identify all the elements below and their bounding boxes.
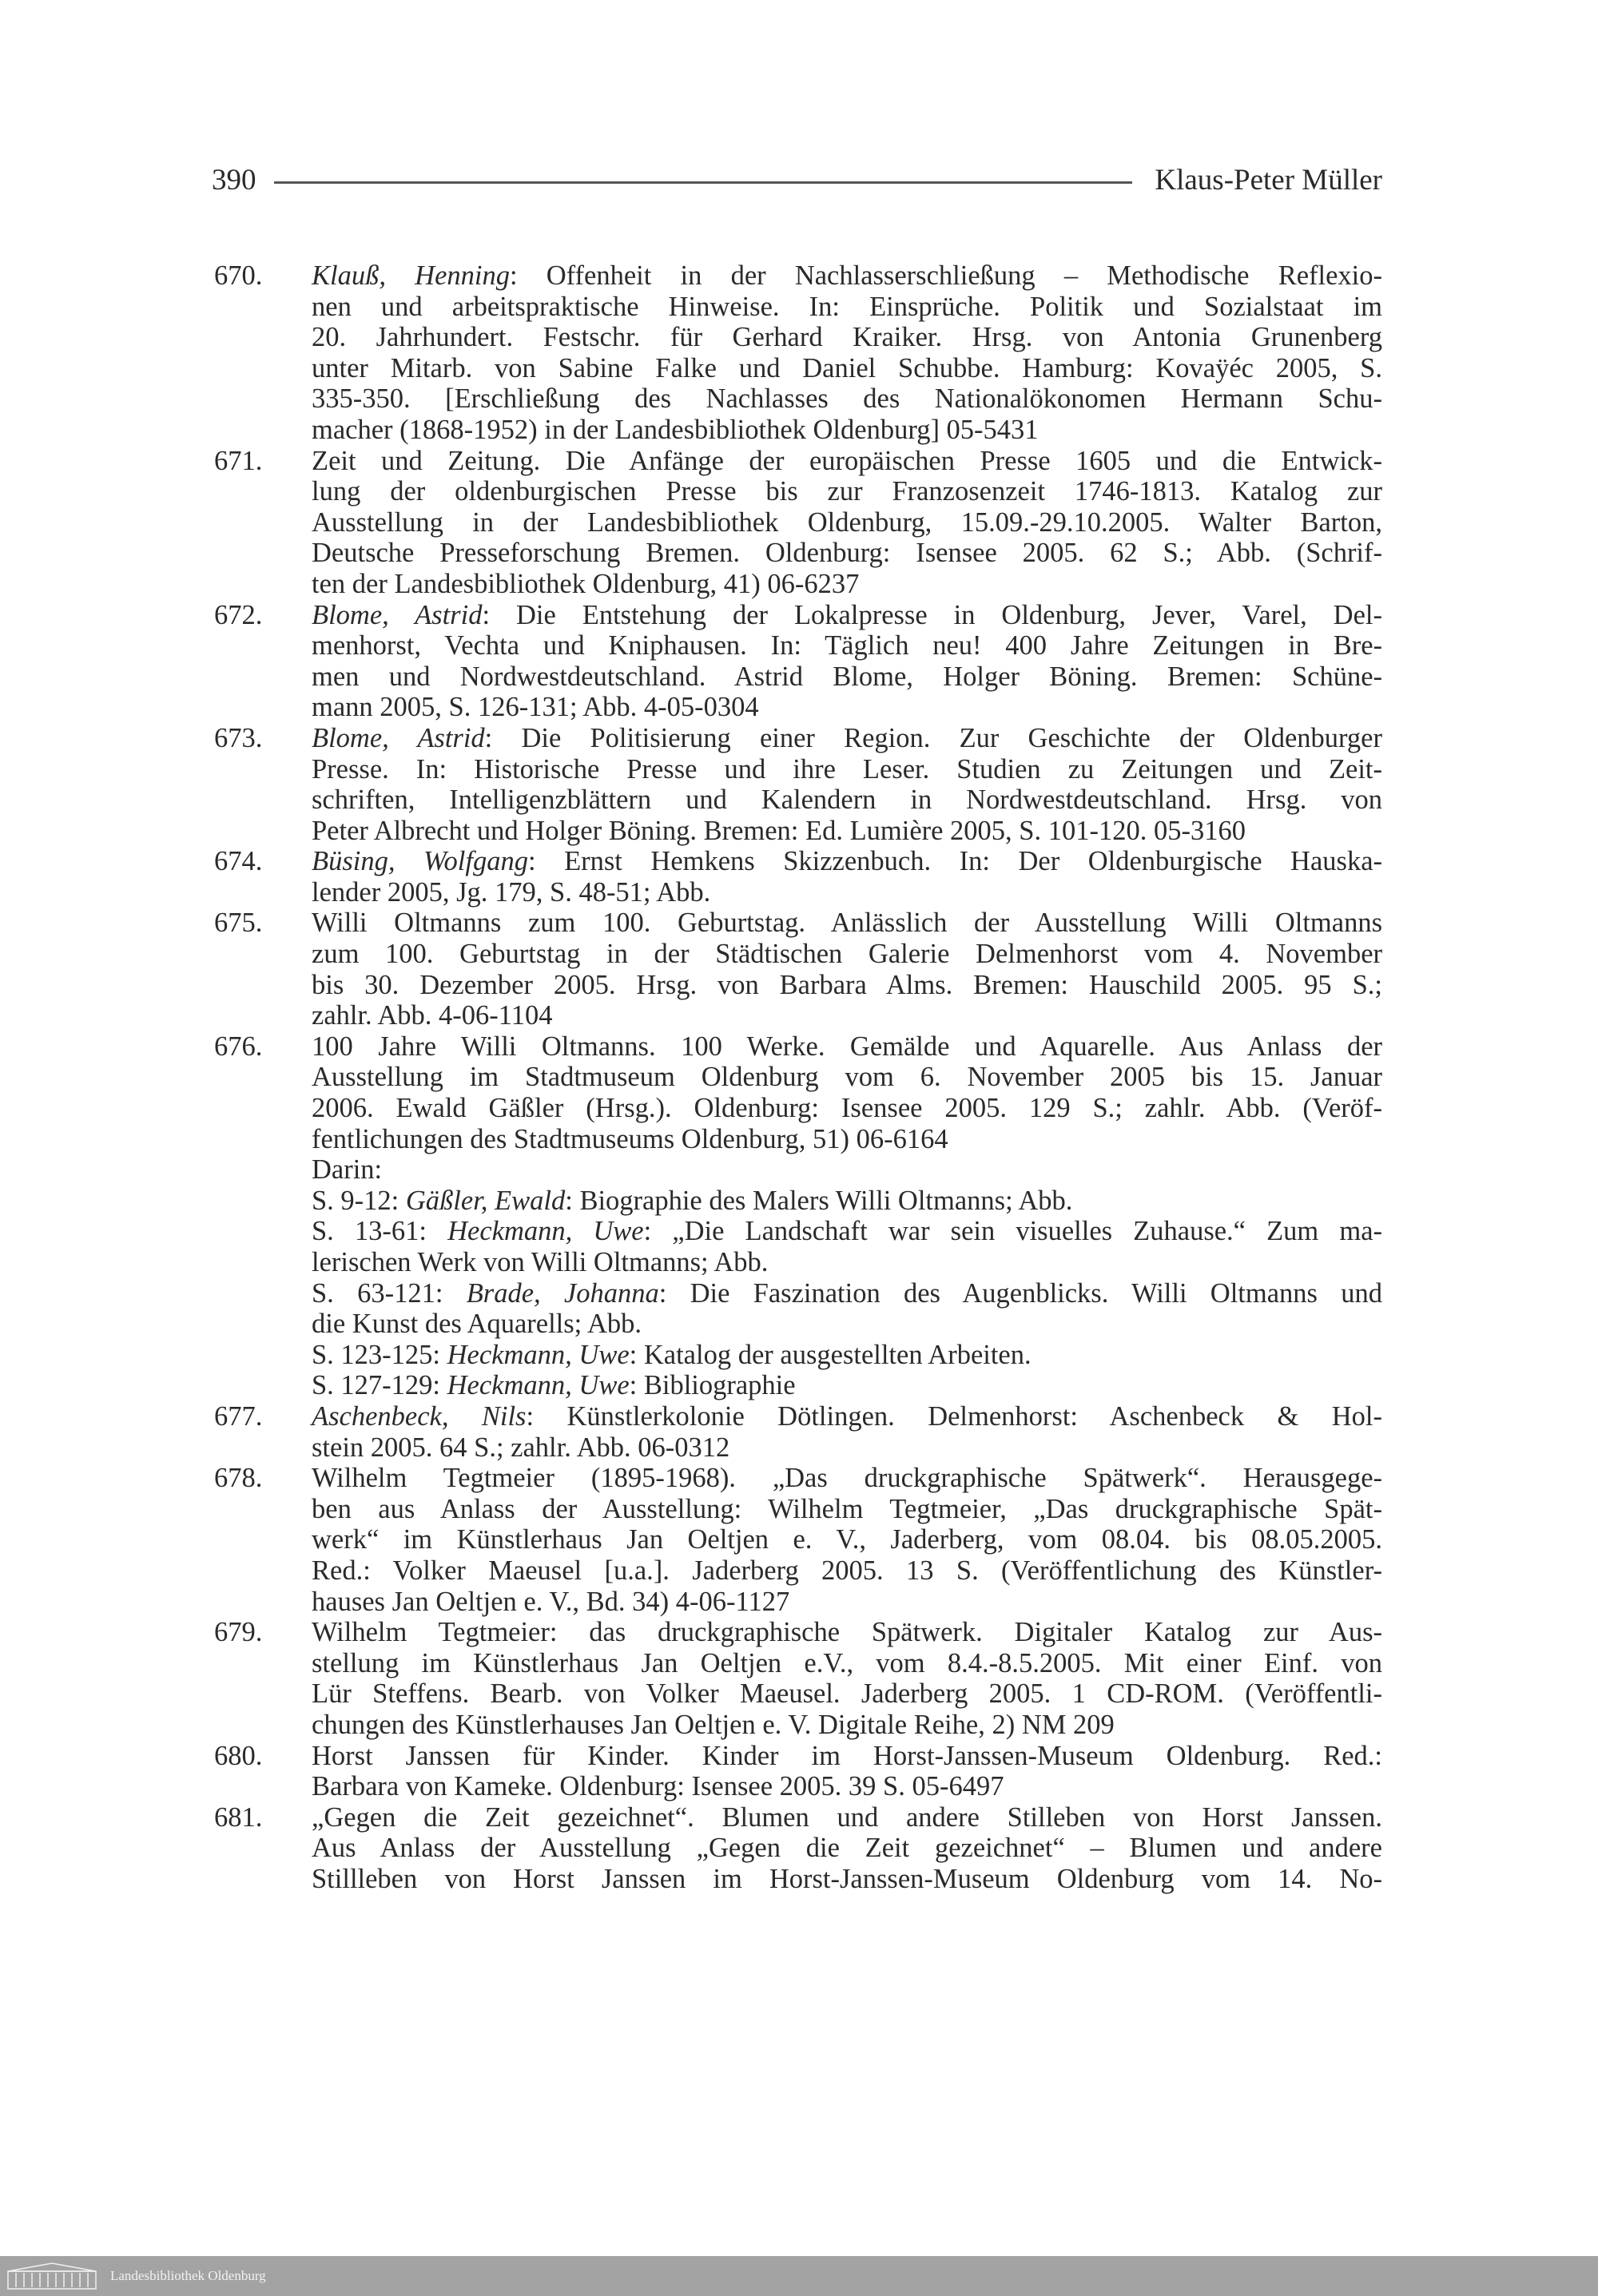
- line-text: Zeit und Zeitung. Die Anfänge der europäischen Presse 1605 und die Entwick-: [312, 445, 1382, 476]
- entry-text: [312, 1031, 1382, 1401]
- entry-number: 678.: [214, 1463, 263, 1494]
- entry-line: [312, 1802, 1382, 1833]
- line-text: : Die Politisierung einer Region. Zur Geschichte der Oldenburger: [484, 722, 1382, 753]
- entry-number: 670.: [214, 260, 263, 291]
- line-text: : Ernst Hemkens Skizzenbuch. In: Der Oldenburgische Hauska-: [527, 846, 1382, 877]
- entry-number: 679.: [214, 1617, 263, 1648]
- entry-line: [312, 908, 1382, 939]
- author-name: Klauß, Henning: [312, 260, 510, 291]
- entry-text: [312, 446, 1382, 600]
- contained-article-line: [312, 1309, 1382, 1340]
- page-range: S. 9-12:: [312, 1185, 406, 1216]
- bibliography-entry: [214, 723, 1382, 846]
- line-text: zahlr. Abb. 4-06-1104: [312, 1000, 553, 1031]
- entry-line: [312, 661, 1382, 693]
- line-text: stellung im Künstlerhaus Jan Oeltjen e.V., vom 8.4.-8.5.2005. Mit einer Einf. von: [312, 1647, 1382, 1678]
- entry-number: 673.: [214, 722, 263, 753]
- author-name: Blome, Astrid: [312, 599, 483, 630]
- entry-line: [312, 630, 1382, 661]
- entry-line: [312, 1648, 1382, 1679]
- line-text: Darin:: [312, 1154, 383, 1186]
- contained-article-line: [312, 1370, 1382, 1401]
- bibliography-entry: [214, 1617, 1382, 1740]
- entry-line: [312, 292, 1382, 323]
- entry-line: [312, 415, 1382, 446]
- entry-number: 681.: [214, 1801, 263, 1833]
- bibliography-list: [214, 260, 1382, 1894]
- entry-number: 671.: [214, 445, 263, 476]
- entry-line: [312, 1833, 1382, 1864]
- entry-line: [312, 1432, 1382, 1464]
- bibliography-entry: [214, 446, 1382, 600]
- author-name: Blome, Astrid: [312, 722, 485, 753]
- entry-line: [312, 970, 1382, 1001]
- entry-number: 674.: [214, 846, 263, 877]
- entry-line: [312, 1000, 1382, 1031]
- header-rule: [274, 181, 1133, 184]
- line-text: Peter Albrecht und Holger Böning. Bremen: Ed. Lumière 2005, S. 101-120. 05-3160: [312, 815, 1246, 846]
- entry-number: 680.: [214, 1740, 263, 1771]
- author-name: Heckmann, Uwe: [447, 1339, 630, 1370]
- entry-line: [312, 877, 1382, 908]
- line-text: Lür Steffens. Bearb. von Volker Maeusel. Jaderberg 2005. 1 CD-ROM. (Veröffentli-: [312, 1678, 1382, 1710]
- entry-line: [312, 1617, 1382, 1648]
- line-text: lung der oldenburgischen Presse bis zur Franzosenzeit 1746-1813. Katalog zur: [312, 476, 1382, 507]
- line-text: Wilhelm Tegtmeier (1895-1968). „Das druckgraphische Spätwerk“. Herausgege-: [312, 1463, 1382, 1494]
- entry-text: [312, 1463, 1382, 1617]
- entry-number: 676.: [214, 1031, 263, 1062]
- line-text: Presse. In: Historische Presse und ihre Leser. Studien zu Zeitungen und Zeit-: [312, 753, 1382, 785]
- entry-text: [312, 1802, 1382, 1895]
- entry-text: [312, 908, 1382, 1031]
- bibliography-entry: [214, 1401, 1382, 1463]
- line-text: Aus Anlass der Ausstellung „Gegen die Zeit gezeichnet“ – Blumen und andere: [312, 1833, 1382, 1864]
- entry-line: [312, 322, 1382, 353]
- entry-line: [312, 1062, 1382, 1093]
- author-name: Brade, Johanna: [466, 1277, 659, 1309]
- entry-line: [312, 754, 1382, 785]
- entry-line: [312, 1555, 1382, 1587]
- line-text: ben aus Anlass der Ausstellung: Wilhelm Tegtmeier, „Das druckgraphische Spät-: [312, 1493, 1382, 1524]
- entry-line: [312, 1678, 1382, 1710]
- entry-text: [312, 723, 1382, 846]
- entry-text: [312, 600, 1382, 723]
- line-text: werk“ im Künstlerhaus Jan Oeltjen e. V., Jaderberg, vom 08.04. bis 08.05.2005.: [312, 1524, 1382, 1555]
- entry-line: [312, 383, 1382, 415]
- line-text: Wilhelm Tegtmeier: das druckgraphische Spätwerk. Digitaler Katalog zur Aus-: [312, 1617, 1382, 1648]
- entry-line: [312, 1031, 1382, 1063]
- contained-article-line: [312, 1186, 1382, 1217]
- entry-line: [312, 1710, 1382, 1741]
- line-text: menhorst, Vechta und Kniphausen. In: Täglich neu! 400 Jahre Zeitungen in Bre-: [312, 630, 1382, 661]
- entry-line: [312, 260, 1382, 292]
- line-text: „Gegen die Zeit gezeichnet“. Blumen und andere Stilleben von Horst Janssen.: [312, 1801, 1382, 1833]
- entry-line: [312, 476, 1382, 507]
- line-text: ten der Landesbibliothek Oldenburg, 41) 06-6237: [312, 568, 860, 599]
- running-header: [212, 160, 1382, 200]
- entry-line: [312, 692, 1382, 723]
- entry-line: [312, 816, 1382, 847]
- bibliography-entry: [214, 908, 1382, 1031]
- entry-text: [312, 260, 1382, 446]
- line-text: : Bibliographie: [629, 1370, 796, 1401]
- author-name: Heckmann, Uwe: [447, 1216, 644, 1247]
- entry-text: [312, 846, 1382, 908]
- line-text: 335-350. [Erschließung des Nachlasses des Nationalökonomen Hermann Schu-: [312, 383, 1382, 415]
- line-text: Stillleben von Horst Janssen im Horst-Janssen-Museum Oldenburg vom 14. No-: [312, 1863, 1382, 1894]
- contained-article-line: [312, 1216, 1382, 1247]
- entry-line: [312, 1741, 1382, 1772]
- contained-article-line: [312, 1340, 1382, 1371]
- contained-article-line: [312, 1278, 1382, 1309]
- entry-line: [312, 507, 1382, 538]
- line-text: fentlichungen des Stadtmuseums Oldenburg, 51) 06-6164: [312, 1123, 948, 1154]
- line-text: Deutsche Presseforschung Bremen. Oldenburg: Isensee 2005. 62 S.; Abb. (Schrif-: [312, 538, 1382, 569]
- line-text: 20. Jahrhundert. Festschr. für Gerhard Kraiker. Hrsg. von Antonia Grunenberg: [312, 322, 1382, 353]
- line-text: Red.: Volker Maeusel [u.a.]. Jaderberg 2005. 13 S. (Veröffentlichung des Künstler-: [312, 1555, 1382, 1586]
- contained-article-line: [312, 1247, 1382, 1278]
- running-head-author: Klaus-Peter Müller: [1155, 163, 1382, 197]
- bibliography-entry: [214, 260, 1382, 446]
- line-text: zum 100. Geburtstag in der Städtischen Galerie Delmenhorst vom 4. November: [312, 939, 1382, 970]
- entry-line: [312, 1771, 1382, 1802]
- library-name: Landesbibliothek Oldenburg: [110, 2268, 266, 2283]
- entry-line: [312, 1093, 1382, 1124]
- entry-number: 677.: [214, 1400, 263, 1432]
- entry-line: [312, 569, 1382, 600]
- entry-line: [312, 1401, 1382, 1432]
- line-text: Ausstellung in der Landesbibliothek Oldenburg, 15.09.-29.10.2005. Walter Barton,: [312, 506, 1382, 538]
- entry-line: [312, 939, 1382, 970]
- page-range: S. 127-129:: [312, 1370, 447, 1401]
- entry-line: [312, 538, 1382, 569]
- line-text: : Offenheit in der Nachlasserschließung – Methodische Reflexio-: [509, 260, 1382, 291]
- line-text: Horst Janssen für Kinder. Kinder im Horst-Janssen-Museum Oldenburg. Red.:: [312, 1740, 1382, 1771]
- bibliography-entry: [214, 1741, 1382, 1802]
- line-text: 100 Jahre Willi Oltmanns. 100 Werke. Gemälde und Aquarelle. Aus Anlass der: [312, 1031, 1382, 1062]
- line-text: Willi Oltmanns zum 100. Geburtstag. Anlässlich der Ausstellung Willi Oltmanns: [312, 908, 1382, 939]
- line-text: : Die Entstehung der Lokalpresse in Oldenburg, Jever, Varel, Del-: [482, 599, 1382, 630]
- bibliography-entry: [214, 600, 1382, 723]
- line-text: 2006. Ewald Gäßler (Hrsg.). Oldenburg: Isensee 2005. 129 S.; zahlr. Abb. (Veröf-: [312, 1093, 1382, 1124]
- entry-line: [312, 1463, 1382, 1494]
- entry-line: [312, 1154, 1382, 1186]
- line-text: chungen des Künstlerhauses Jan Oeltjen e. V. Digitale Reihe, 2) NM 209: [312, 1709, 1115, 1740]
- entry-line: [312, 785, 1382, 816]
- line-text: : Die Faszination des Augenblicks. Willi Oltmanns und: [658, 1277, 1382, 1309]
- entry-line: [312, 1587, 1382, 1618]
- line-text: schriften, Intelligenzblättern und Kalendern in Nordwestdeutschland. Hrsg. von: [312, 785, 1382, 816]
- entry-line: [312, 723, 1382, 754]
- entry-line: [312, 846, 1382, 877]
- line-text: die Kunst des Aquarells; Abb.: [312, 1309, 642, 1340]
- entry-text: [312, 1617, 1382, 1740]
- bibliography-entry: [214, 1463, 1382, 1617]
- entry-number: 672.: [214, 599, 263, 630]
- bibliography-entry: [214, 1031, 1382, 1401]
- page-range: S. 13-61:: [312, 1216, 448, 1247]
- footer-bar: [0, 2256, 1598, 2296]
- line-text: Ausstellung im Stadtmuseum Oldenburg vom 6. November 2005 bis 15. Januar: [312, 1062, 1382, 1093]
- line-text: men und Nordwestdeutschland. Astrid Blome, Holger Böning. Bremen: Schüne-: [312, 661, 1382, 692]
- line-text: : Biographie des Malers Willi Oltmanns; Abb.: [565, 1185, 1073, 1216]
- line-text: unter Mitarb. von Sabine Falke und Daniel Schubbe. Hamburg: Kovaÿéc 2005, S.: [312, 352, 1382, 383]
- line-text: lerischen Werk von Willi Oltmanns; Abb.: [312, 1247, 769, 1277]
- line-text: : Katalog der ausgestellten Arbeiten.: [629, 1339, 1032, 1370]
- line-text: : „Die Landschaft war sein visuelles Zuhause.“ Zum ma-: [643, 1216, 1382, 1247]
- entry-text: [312, 1401, 1382, 1463]
- page-number: 390: [212, 163, 256, 197]
- line-text: mann 2005, S. 126-131; Abb. 4-05-0304: [312, 692, 759, 723]
- author-name: Heckmann, Uwe: [447, 1370, 630, 1401]
- bibliography-entry: [214, 1802, 1382, 1895]
- line-text: nen und arbeitspraktische Hinweise. In: Einsprüche. Politik und Sozialstaat im: [312, 291, 1382, 322]
- entry-line: [312, 1124, 1382, 1155]
- line-text: Barbara von Kameke. Oldenburg: Isensee 2005. 39 S. 05-6497: [312, 1771, 1004, 1802]
- line-text: lender 2005, Jg. 179, S. 48-51; Abb.: [312, 876, 711, 908]
- entry-line: [312, 600, 1382, 631]
- author-name: Aschenbeck, Nils: [312, 1400, 527, 1432]
- entry-line: [312, 1864, 1382, 1895]
- entry-line: [312, 353, 1382, 384]
- author-name: Büsing, Wolfgang: [312, 846, 528, 877]
- line-text: hauses Jan Oeltjen e. V., Bd. 34) 4-06-1127: [312, 1586, 790, 1617]
- library-building-logo-icon: [5, 2260, 99, 2292]
- page-range: S. 123-125:: [312, 1339, 447, 1370]
- line-text: bis 30. Dezember 2005. Hrsg. von Barbara Alms. Bremen: Hauschild 2005. 95 S.;: [312, 969, 1382, 1000]
- entry-number: 675.: [214, 908, 263, 939]
- line-text: stein 2005. 64 S.; zahlr. Abb. 06-0312: [312, 1432, 730, 1463]
- page-range: S. 63-121:: [312, 1277, 467, 1309]
- author-name: Gäßler, Ewald: [405, 1185, 566, 1216]
- entry-line: [312, 446, 1382, 477]
- line-text: macher (1868-1952) in der Landesbibliothek Oldenburg] 05-5431: [312, 414, 1039, 445]
- entry-line: [312, 1494, 1382, 1525]
- entry-line: [312, 1524, 1382, 1555]
- bibliography-entry: [214, 846, 1382, 908]
- entry-text: [312, 1741, 1382, 1802]
- line-text: : Künstlerkolonie Dötlingen. Delmenhorst: Aschenbeck & Hol-: [526, 1400, 1382, 1432]
